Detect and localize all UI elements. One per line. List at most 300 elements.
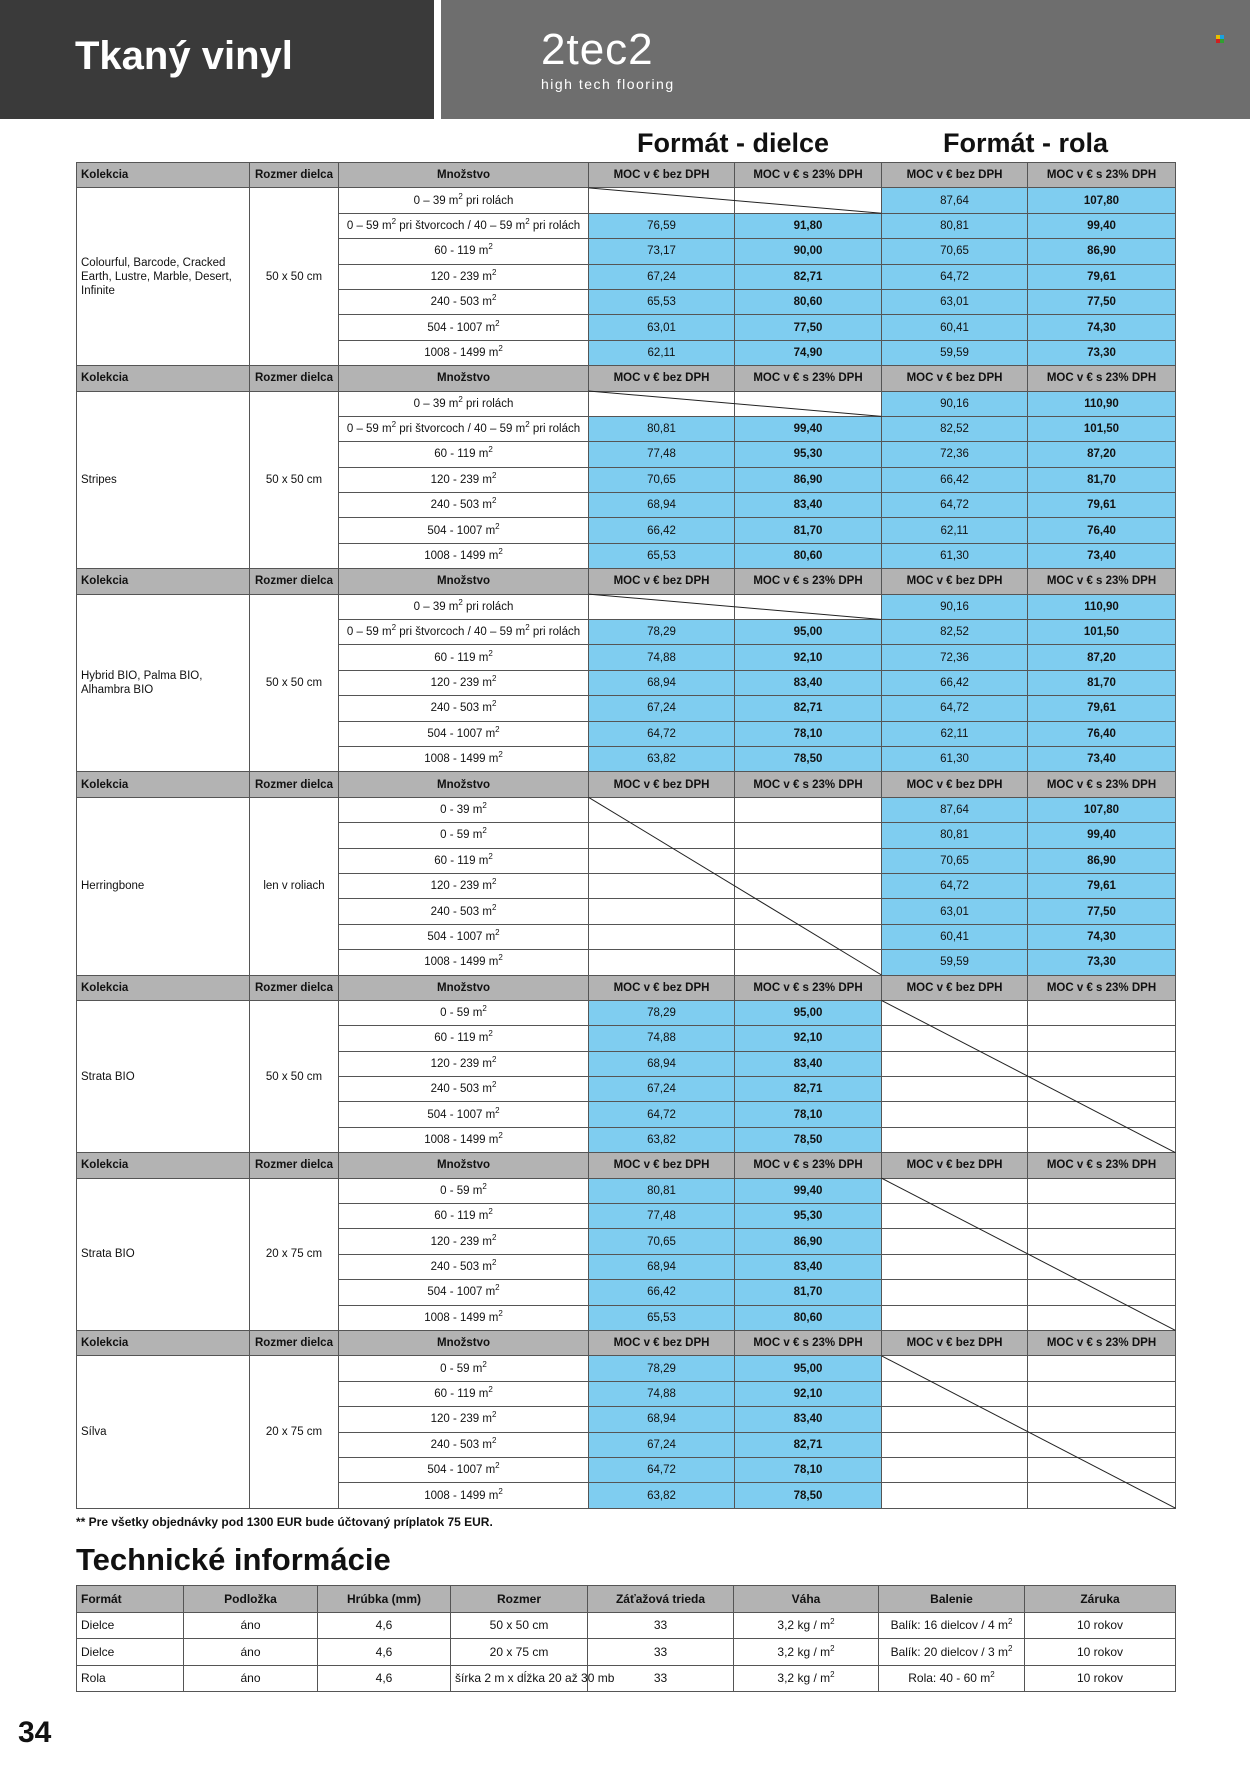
price-r1 <box>882 1204 1028 1229</box>
collection-name: Strata BIO <box>77 1178 250 1330</box>
header-cell-moc_bez: MOC v € bez DPH <box>589 366 735 391</box>
price-r1: 62,11 <box>882 518 1028 543</box>
header-cell-moc_bez: MOC v € bez DPH <box>589 1330 735 1355</box>
header-cell-rozmer: Rozmer dielca <box>250 975 339 1000</box>
table-header-row <box>77 163 1176 188</box>
quantity-range: 504 - 1007 $m^2$ <box>339 1102 589 1127</box>
tile-size: 50 x 50 cm <box>250 594 339 772</box>
tech-cell: 33 <box>588 1612 734 1639</box>
header-cell-moc_bez: MOC v € bez DPH <box>882 1330 1028 1355</box>
tech-header-cell: Balenie <box>879 1586 1025 1613</box>
price-d2: 95,30 <box>735 442 882 467</box>
table-header-row <box>77 975 1176 1000</box>
price-d2: 86,90 <box>735 1229 882 1254</box>
price-r1: 61,30 <box>882 746 1028 771</box>
price-r1: 70,65 <box>882 848 1028 873</box>
quantity-range: 1008 - 1499 $m^2$ <box>339 543 589 568</box>
price-r1 <box>882 1051 1028 1076</box>
price-d2: 92,10 <box>735 645 882 670</box>
price-d1: 66,42 <box>589 518 735 543</box>
price-d1 <box>589 188 735 213</box>
price-d2: 82,71 <box>735 264 882 289</box>
quantity-range: 240 - 503 $m^2$ <box>339 1077 589 1102</box>
quantity-range: 120 - 239 $m^2$ <box>339 1229 589 1254</box>
quantity-range: 240 - 503 $m^2$ <box>339 899 589 924</box>
price-r1 <box>882 1432 1028 1457</box>
price-r2 <box>1028 1178 1176 1203</box>
price-r1: 64,72 <box>882 696 1028 721</box>
quantity-range: 120 - 239 $m^2$ <box>339 873 589 898</box>
price-r2 <box>1028 1381 1176 1406</box>
price-r2: 73,40 <box>1028 543 1176 568</box>
tech-cell: 3,2 kg / $m^2$ <box>734 1665 879 1692</box>
price-r1: 80,81 <box>882 823 1028 848</box>
price-d2 <box>735 391 882 416</box>
price-d1: 78,29 <box>589 620 735 645</box>
header-cell-rozmer: Rozmer dielca <box>250 772 339 797</box>
price-r2 <box>1028 1077 1176 1102</box>
price-d2: 77,50 <box>735 315 882 340</box>
price-d1: 64,72 <box>589 721 735 746</box>
price-d1: 63,82 <box>589 1483 735 1508</box>
price-d2 <box>735 594 882 619</box>
header-cell-rozmer: Rozmer dielca <box>250 569 339 594</box>
quantity-range: 1008 - 1499 $m^2$ <box>339 1127 589 1152</box>
price-r1 <box>882 1356 1028 1381</box>
tile-size: 20 x 75 cm <box>250 1178 339 1330</box>
price-r2: 99,40 <box>1028 823 1176 848</box>
price-d2: 81,70 <box>735 1280 882 1305</box>
tech-cell: áno <box>184 1612 318 1639</box>
price-r2: 79,61 <box>1028 873 1176 898</box>
price-d1: 67,24 <box>589 696 735 721</box>
quantity-range: 1008 - 1499 $m^2$ <box>339 1483 589 1508</box>
price-d2: 78,50 <box>735 1127 882 1152</box>
tech-cell: 4,6 <box>318 1639 451 1666</box>
price-r2 <box>1028 1483 1176 1508</box>
price-r1: 64,72 <box>882 493 1028 518</box>
quantity-range: 120 - 239 $m^2$ <box>339 467 589 492</box>
table-header-row <box>77 366 1176 391</box>
header-cell-moc_bez: MOC v € bez DPH <box>882 366 1028 391</box>
quantity-range: 1008 - 1499 $m^2$ <box>339 746 589 771</box>
price-d1: 64,72 <box>589 1457 735 1482</box>
price-d2: 83,40 <box>735 670 882 695</box>
price-d2: 91,80 <box>735 213 882 238</box>
header-cell-moc_s: MOC v € s 23% DPH <box>735 163 882 188</box>
table-row <box>77 391 1176 416</box>
price-r2: 79,61 <box>1028 264 1176 289</box>
tech-cell: 4,6 <box>318 1665 451 1692</box>
quantity-range: 240 - 503 $m^2$ <box>339 493 589 518</box>
price-r2: 99,40 <box>1028 213 1176 238</box>
price-d1: 65,53 <box>589 289 735 314</box>
price-r2: 76,40 <box>1028 721 1176 746</box>
tech-header-cell: Rozmer <box>451 1586 588 1613</box>
price-r1: 72,36 <box>882 645 1028 670</box>
quantity-range: 504 - 1007 $m^2$ <box>339 1280 589 1305</box>
price-d1 <box>589 924 735 949</box>
header-cell-moc_s: MOC v € s 23% DPH <box>1028 163 1176 188</box>
quantity-range: 504 - 1007 $m^2$ <box>339 518 589 543</box>
price-d2 <box>735 873 882 898</box>
price-d1: 78,29 <box>589 1356 735 1381</box>
header-cell-kolekcia: Kolekcia <box>77 1330 250 1355</box>
price-d2 <box>735 188 882 213</box>
price-d1: 70,65 <box>589 467 735 492</box>
quantity-range: 120 - 239 $m^2$ <box>339 264 589 289</box>
header-cell-moc_bez: MOC v € bez DPH <box>589 569 735 594</box>
header-cell-moc_bez: MOC v € bez DPH <box>589 1153 735 1178</box>
quantity-range: 240 - 503 $m^2$ <box>339 289 589 314</box>
price-r2 <box>1028 1102 1176 1127</box>
price-r2: 107,80 <box>1028 188 1176 213</box>
price-d2: 95,30 <box>735 1204 882 1229</box>
price-r2: 87,20 <box>1028 645 1176 670</box>
price-r2: 79,61 <box>1028 696 1176 721</box>
quantity-range: 240 - 503 $m^2$ <box>339 696 589 721</box>
tech-row <box>77 1639 1176 1666</box>
price-d1: 65,53 <box>589 543 735 568</box>
tech-row <box>77 1612 1176 1639</box>
price-r2: 87,20 <box>1028 442 1176 467</box>
tile-size: 20 x 75 cm <box>250 1356 339 1508</box>
price-d1 <box>589 848 735 873</box>
price-r2 <box>1028 1305 1176 1330</box>
price-d1: 68,94 <box>589 670 735 695</box>
price-d1: 66,42 <box>589 1280 735 1305</box>
price-r1 <box>882 1000 1028 1025</box>
brand-logo: 2tec2 <box>541 25 654 74</box>
price-r1: 60,41 <box>882 924 1028 949</box>
tile-size: 50 x 50 cm <box>250 391 339 569</box>
price-d1: 74,88 <box>589 1381 735 1406</box>
price-d2 <box>735 899 882 924</box>
quantity-range: 1008 - 1499 $m^2$ <box>339 340 589 365</box>
tech-header-cell: Záťažová trieda <box>588 1586 734 1613</box>
header-cell-mnozstvo: Množstvo <box>339 1330 589 1355</box>
price-d2: 80,60 <box>735 543 882 568</box>
tech-cell: 50 x 50 cm <box>451 1612 588 1639</box>
header-cell-mnozstvo: Množstvo <box>339 163 589 188</box>
quantity-range: 0 - 59 $m^2$ <box>339 823 589 848</box>
header-cell-rozmer: Rozmer dielca <box>250 163 339 188</box>
price-table <box>76 162 1176 1509</box>
price-r1 <box>882 1280 1028 1305</box>
table-row <box>77 1000 1176 1025</box>
header-cell-moc_bez: MOC v € bez DPH <box>882 569 1028 594</box>
header-cell-rozmer: Rozmer dielca <box>250 1153 339 1178</box>
tech-cell: Balík: 20 dielcov / 3 $m^2$ <box>879 1639 1025 1666</box>
header-cell-moc_bez: MOC v € bez DPH <box>882 975 1028 1000</box>
price-d1 <box>589 797 735 822</box>
price-d2: 86,90 <box>735 467 882 492</box>
price-d1: 70,65 <box>589 1229 735 1254</box>
price-r1 <box>882 1127 1028 1152</box>
quantity-range: 0 - 59 $m^2$ <box>339 1000 589 1025</box>
header-cell-kolekcia: Kolekcia <box>77 772 250 797</box>
price-r1 <box>882 1102 1028 1127</box>
price-r1 <box>882 1305 1028 1330</box>
corner-mark-icon <box>1216 35 1226 43</box>
tech-cell: Rola: 40 - 60 $m^2$ <box>879 1665 1025 1692</box>
price-d2: 83,40 <box>735 1051 882 1076</box>
price-d1: 63,01 <box>589 315 735 340</box>
collection-name: Strata BIO <box>77 1000 250 1152</box>
price-d2 <box>735 848 882 873</box>
tile-size: 50 x 50 cm <box>250 188 339 366</box>
price-r2: 110,90 <box>1028 594 1176 619</box>
header-cell-moc_s: MOC v € s 23% DPH <box>735 366 882 391</box>
price-r1 <box>882 1229 1028 1254</box>
price-d1: 74,88 <box>589 1026 735 1051</box>
tech-cell: šírka 2 m x dĺžka 20 až 30 mb <box>451 1665 588 1692</box>
quantity-range: 504 - 1007 $m^2$ <box>339 1457 589 1482</box>
price-r1: 63,01 <box>882 289 1028 314</box>
header-cell-rozmer: Rozmer dielca <box>250 366 339 391</box>
quantity-range: 240 - 503 $m^2$ <box>339 1432 589 1457</box>
table-header-row <box>77 1153 1176 1178</box>
price-r2: 107,80 <box>1028 797 1176 822</box>
price-r1: 66,42 <box>882 467 1028 492</box>
price-d1: 67,24 <box>589 1432 735 1457</box>
tech-cell: 4,6 <box>318 1612 451 1639</box>
price-r2: 110,90 <box>1028 391 1176 416</box>
table-row <box>77 797 1176 822</box>
price-r1 <box>882 1254 1028 1279</box>
quantity-range: 0 – 59 $m^2$ pri štvorcoch / 40 – 59 $m^2$ pri rolách <box>339 213 589 238</box>
price-r2 <box>1028 1051 1176 1076</box>
tech-cell: 33 <box>588 1639 734 1666</box>
price-r1: 90,16 <box>882 594 1028 619</box>
price-r2: 77,50 <box>1028 289 1176 314</box>
format-dielce-heading: Formát - dielce <box>637 128 830 158</box>
price-d1: 68,94 <box>589 1254 735 1279</box>
price-d2: 78,10 <box>735 1457 882 1482</box>
header-cell-kolekcia: Kolekcia <box>77 366 250 391</box>
header-cell-moc_bez: MOC v € bez DPH <box>589 772 735 797</box>
collection-name: Colourful, Barcode, Cracked Earth, Lustre, Marble, Desert, Infinite <box>77 188 250 366</box>
header-cell-kolekcia: Kolekcia <box>77 975 250 1000</box>
price-d2: 95,00 <box>735 620 882 645</box>
header-cell-kolekcia: Kolekcia <box>77 569 250 594</box>
header-cell-moc_s: MOC v € s 23% DPH <box>1028 366 1176 391</box>
table-header-row <box>77 772 1176 797</box>
price-d1: 68,94 <box>589 1051 735 1076</box>
brand-tagline: high tech flooring <box>541 76 675 92</box>
price-d2: 74,90 <box>735 340 882 365</box>
price-r1: 80,81 <box>882 213 1028 238</box>
quantity-range: 504 - 1007 $m^2$ <box>339 315 589 340</box>
quantity-range: 1008 - 1499 $m^2$ <box>339 950 589 975</box>
header-cell-mnozstvo: Množstvo <box>339 366 589 391</box>
tech-table <box>76 1585 1176 1692</box>
price-d1: 76,59 <box>589 213 735 238</box>
collection-name: Sílva <box>77 1356 250 1508</box>
price-r2: 74,30 <box>1028 924 1176 949</box>
price-r1 <box>882 1026 1028 1051</box>
price-d2 <box>735 924 882 949</box>
price-r2 <box>1028 1407 1176 1432</box>
header-cell-moc_bez: MOC v € bez DPH <box>882 1153 1028 1178</box>
price-d2: 95,00 <box>735 1356 882 1381</box>
format-rola-heading: Formát - rola <box>943 128 1109 158</box>
price-d2 <box>735 950 882 975</box>
price-d2: 78,50 <box>735 746 882 771</box>
tech-cell: Rola <box>77 1665 184 1692</box>
header-cell-moc_s: MOC v € s 23% DPH <box>1028 1153 1176 1178</box>
quantity-range: 0 – 39 $m^2$ pri rolách <box>339 188 589 213</box>
tech-header-cell: Formát <box>77 1586 184 1613</box>
price-r2: 76,40 <box>1028 518 1176 543</box>
quantity-range: 0 – 59 $m^2$ pri štvorcoch / 40 – 59 $m^2$ pri rolách <box>339 620 589 645</box>
header-cell-moc_s: MOC v € s 23% DPH <box>1028 569 1176 594</box>
price-r1: 64,72 <box>882 873 1028 898</box>
tech-header-row <box>77 1586 1176 1613</box>
price-r2: 79,61 <box>1028 493 1176 518</box>
tech-header-cell: Podložka <box>184 1586 318 1613</box>
collection-name: Herringbone <box>77 797 250 975</box>
surcharge-note: ** Pre všetky objednávky pod 1300 EUR bude účtovaný príplatok 75 EUR. <box>76 1515 493 1529</box>
quantity-range: 60 - 119 $m^2$ <box>339 1381 589 1406</box>
quantity-range: 120 - 239 $m^2$ <box>339 1407 589 1432</box>
price-d1: 78,29 <box>589 1000 735 1025</box>
header-cell-moc_bez: MOC v € bez DPH <box>589 163 735 188</box>
price-d2: 81,70 <box>735 518 882 543</box>
header-cell-moc_s: MOC v € s 23% DPH <box>735 1153 882 1178</box>
tech-row <box>77 1665 1176 1692</box>
price-r2 <box>1028 1000 1176 1025</box>
price-d2: 83,40 <box>735 1254 882 1279</box>
price-d1: 80,81 <box>589 1178 735 1203</box>
quantity-range: 0 - 59 $m^2$ <box>339 1178 589 1203</box>
price-d1: 65,53 <box>589 1305 735 1330</box>
tech-cell: Balík: 16 dielcov / 4 $m^2$ <box>879 1612 1025 1639</box>
price-d2: 92,10 <box>735 1026 882 1051</box>
price-r2: 81,70 <box>1028 670 1176 695</box>
quantity-range: 60 - 119 $m^2$ <box>339 239 589 264</box>
tech-cell: 20 x 75 cm <box>451 1639 588 1666</box>
price-r2: 73,30 <box>1028 950 1176 975</box>
tech-cell: 33 <box>588 1665 734 1692</box>
quantity-range: 120 - 239 $m^2$ <box>339 670 589 695</box>
price-d1: 68,94 <box>589 493 735 518</box>
price-d2: 82,71 <box>735 1432 882 1457</box>
tech-cell: 3,2 kg / $m^2$ <box>734 1639 879 1666</box>
tile-size: len v roliach <box>250 797 339 975</box>
price-d1: 64,72 <box>589 1102 735 1127</box>
quantity-range: 504 - 1007 $m^2$ <box>339 924 589 949</box>
price-d1: 73,17 <box>589 239 735 264</box>
price-r1 <box>882 1178 1028 1203</box>
tech-cell: 10 rokov <box>1025 1639 1176 1666</box>
tech-header-cell: Hrúbka (mm) <box>318 1586 451 1613</box>
price-r2 <box>1028 1229 1176 1254</box>
price-r2: 101,50 <box>1028 416 1176 441</box>
price-d2: 78,10 <box>735 1102 882 1127</box>
tech-header-cell: Váha <box>734 1586 879 1613</box>
price-d1: 62,11 <box>589 340 735 365</box>
quantity-range: 60 - 119 $m^2$ <box>339 848 589 873</box>
page-number: 34 <box>18 1716 52 1749</box>
tech-cell: 10 rokov <box>1025 1665 1176 1692</box>
tech-cell: 10 rokov <box>1025 1612 1176 1639</box>
header-cell-moc_s: MOC v € s 23% DPH <box>735 975 882 1000</box>
price-r1: 87,64 <box>882 797 1028 822</box>
price-r2 <box>1028 1254 1176 1279</box>
price-d2: 82,71 <box>735 696 882 721</box>
price-r2: 101,50 <box>1028 620 1176 645</box>
price-r1: 72,36 <box>882 442 1028 467</box>
price-r1: 61,30 <box>882 543 1028 568</box>
quantity-range: 60 - 119 $m^2$ <box>339 442 589 467</box>
price-d1: 67,24 <box>589 1077 735 1102</box>
tile-size: 50 x 50 cm <box>250 1000 339 1152</box>
price-d1: 80,81 <box>589 416 735 441</box>
tech-cell: Dielce <box>77 1612 184 1639</box>
quantity-range: 60 - 119 $m^2$ <box>339 1204 589 1229</box>
tech-cell: 3,2 kg / $m^2$ <box>734 1612 879 1639</box>
collection-name: Stripes <box>77 391 250 569</box>
price-d1 <box>589 391 735 416</box>
price-d2 <box>735 823 882 848</box>
price-r1: 66,42 <box>882 670 1028 695</box>
header-cell-moc_bez: MOC v € bez DPH <box>882 772 1028 797</box>
price-d2: 82,71 <box>735 1077 882 1102</box>
quantity-range: 504 - 1007 $m^2$ <box>339 721 589 746</box>
header-cell-mnozstvo: Množstvo <box>339 569 589 594</box>
quantity-range: 0 – 59 $m^2$ pri štvorcoch / 40 – 59 $m^2$ pri rolách <box>339 416 589 441</box>
price-r1: 62,11 <box>882 721 1028 746</box>
page-title: Tkaný vinyl <box>75 34 293 78</box>
tech-cell: áno <box>184 1639 318 1666</box>
quantity-range: 60 - 119 $m^2$ <box>339 645 589 670</box>
price-r1: 82,52 <box>882 620 1028 645</box>
price-d1 <box>589 950 735 975</box>
price-r2: 86,90 <box>1028 239 1176 264</box>
price-r1: 87,64 <box>882 188 1028 213</box>
price-r1 <box>882 1457 1028 1482</box>
price-d2: 90,00 <box>735 239 882 264</box>
price-d1 <box>589 899 735 924</box>
header-cell-kolekcia: Kolekcia <box>77 163 250 188</box>
price-r2: 73,30 <box>1028 340 1176 365</box>
price-r2 <box>1028 1026 1176 1051</box>
price-d2: 80,60 <box>735 1305 882 1330</box>
price-d1: 67,24 <box>589 264 735 289</box>
quantity-range: 120 - 239 $m^2$ <box>339 1051 589 1076</box>
price-d1: 63,82 <box>589 1127 735 1152</box>
table-header-row <box>77 1330 1176 1355</box>
header-cell-moc_bez: MOC v € bez DPH <box>589 975 735 1000</box>
header-cell-mnozstvo: Množstvo <box>339 1153 589 1178</box>
price-r1 <box>882 1077 1028 1102</box>
price-d2: 80,60 <box>735 289 882 314</box>
tech-header-cell: Záruka <box>1025 1586 1176 1613</box>
price-r1: 59,59 <box>882 340 1028 365</box>
quantity-range: 0 – 39 $m^2$ pri rolách <box>339 391 589 416</box>
price-r2 <box>1028 1204 1176 1229</box>
price-d2: 95,00 <box>735 1000 882 1025</box>
price-r1: 70,65 <box>882 239 1028 264</box>
header-cell-moc_s: MOC v € s 23% DPH <box>735 569 882 594</box>
price-d2: 99,40 <box>735 416 882 441</box>
tech-cell: Dielce <box>77 1639 184 1666</box>
header-cell-moc_s: MOC v € s 23% DPH <box>1028 772 1176 797</box>
collection-name: Hybrid BIO, Palma BIO, Alhambra BIO <box>77 594 250 772</box>
header-cell-moc_s: MOC v € s 23% DPH <box>735 1330 882 1355</box>
table-row <box>77 594 1176 619</box>
